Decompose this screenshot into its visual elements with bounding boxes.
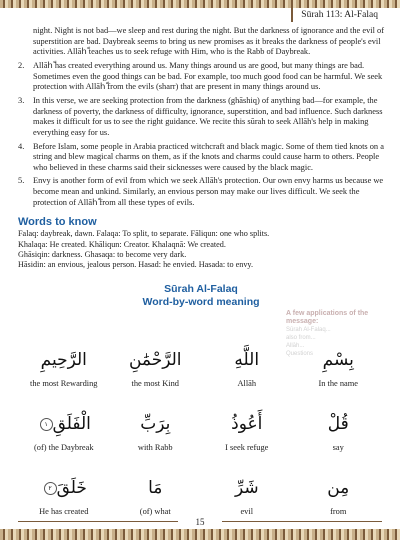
words-to-know-title: Words to know — [18, 216, 97, 229]
word-meaning: with Rabb — [137, 443, 173, 452]
word-meaning: In the name — [318, 379, 359, 388]
list-item — [18, 96, 384, 138]
word-cell — [18, 409, 110, 467]
surah-title: Sūrah Al-Falaq — [164, 282, 238, 295]
vocab-line: Falaq: daybreak, dawn. Falaqa: To split, to separate. Fāliqun: one who splits. — [18, 229, 270, 239]
list-item — [18, 61, 384, 93]
arabic-word: الْفَلَقِ — [52, 414, 91, 434]
arabic-word: اللَّهِ — [234, 350, 260, 370]
word-cell — [293, 409, 385, 467]
vocab-line: Hāsidin: an envious, jealous person. Hasad: he envied. Hasada: to envy. — [18, 260, 254, 270]
arabic-word: الرَّحِيمِ — [40, 350, 87, 370]
list-item — [18, 176, 384, 208]
item-text: Allāhّ has created everything around us. Many things around us are good, but many things are bad. Sometimes even the good things can be bad. For example, too much good food can be harmful. We seek protection with Allāhّ from the evils (sharr) that are present in many things around us. — [33, 60, 383, 92]
bottom-border — [0, 529, 400, 540]
word-meaning: (of) the Daybreak — [33, 443, 94, 452]
section-subtitle: Word-by-word meaning — [142, 295, 260, 308]
word-meaning: He has created — [39, 507, 89, 516]
vocab-line: Khalaqa: He created. Khāliqun: Creator. Khalaqnā: We created. — [18, 239, 226, 249]
item-text: In this verse, we are seeking protection from the darkness (ghāshiq) of anything bad—for example, the darkness of poverty, the darkness of difficulty, ignorance, superstition, and bad influence. Such darkness makes it difficult for us to see the right guidance. We recite this sūrah to seek Allāh's help in making everything easy for us. — [33, 95, 383, 137]
list-item — [18, 142, 384, 174]
main-content — [18, 26, 384, 309]
arabic-word: بِرَبِّ — [140, 414, 171, 434]
item-number: 2. — [18, 60, 25, 70]
arabic-word: أَعُوذُ — [231, 414, 263, 434]
word-cell — [110, 345, 202, 403]
ayah-number-marker: ١ — [40, 418, 53, 431]
page-header: Sūrah 113: Al-Falaq — [291, 8, 386, 22]
bleed-through-text: A few applications of the message: Sūrah Al-Falaq... also from... Allāh... Questions — [286, 310, 369, 357]
word-meaning: (of) what — [139, 507, 171, 516]
arabic-word: شَرِّ — [234, 478, 259, 498]
word-meaning: evil — [240, 507, 254, 516]
top-border — [0, 0, 400, 8]
vocab-line: Ghāsiqin: darkness. Ghasaqa: to become very dark. — [18, 250, 187, 260]
arabic-word: خَلَقَ — [56, 478, 87, 498]
item-number: 4. — [18, 141, 25, 151]
arabic-word: مَا — [148, 478, 163, 498]
word-meaning: from — [330, 507, 347, 516]
arabic-word: قُلْ — [327, 414, 349, 434]
footer-rule-left — [18, 521, 178, 522]
word-cell — [18, 473, 110, 531]
word-meaning: say — [332, 443, 344, 452]
word-cell — [293, 473, 385, 531]
word-meaning: the most Rewarding — [30, 379, 98, 388]
intro-paragraph: night. Night is not bad—we sleep and rest during the night. But the darkness of ignorance and the evil of superstition are bad. Daybreak seems to bring us new promises as it breaks the darkness of people's evil activities. Allāhّ teaches us to seek refuge with Him, who is the Rabb of Daybreak. — [33, 26, 384, 57]
word-cell — [201, 345, 293, 403]
word-cell — [110, 409, 202, 467]
item-number: 5. — [18, 176, 25, 186]
word-cell — [201, 409, 293, 467]
word-meaning: Allāh — [237, 379, 257, 388]
footer-rule-right — [222, 521, 382, 522]
word-cell — [18, 345, 110, 403]
words-to-know-list — [18, 229, 384, 271]
page-number: 15 — [185, 516, 215, 528]
arabic-word: مِن — [327, 478, 350, 498]
item-text: Before Islam, some people in Arabia practiced witchcraft and black magic. Some of them tied knots on a string and blew magical charms on them, as if the knots and charms could cause harm to others. People who believed in these charms said their sicknesses were caused by the black magic. — [33, 141, 384, 172]
item-text: Envy is another form of evil from which we seek Allāh's protection. Our own envy harms us because we become mean and unkind. Similarly, an envious person may make our lives difficult. We seek the protection of Allāhّ from all these types of evils. — [33, 176, 384, 207]
word-by-word-grid — [18, 345, 384, 531]
ayah-number-marker: ٢ — [44, 482, 57, 495]
word-meaning: I seek refuge — [225, 443, 269, 452]
item-number: 3. — [18, 95, 25, 105]
arabic-word: الرَّحْمَٰنِ — [128, 350, 182, 370]
word-meaning: the most Kind — [131, 379, 179, 388]
arabic-word: بِسْمِ — [322, 350, 354, 370]
explanation-list — [18, 61, 384, 208]
